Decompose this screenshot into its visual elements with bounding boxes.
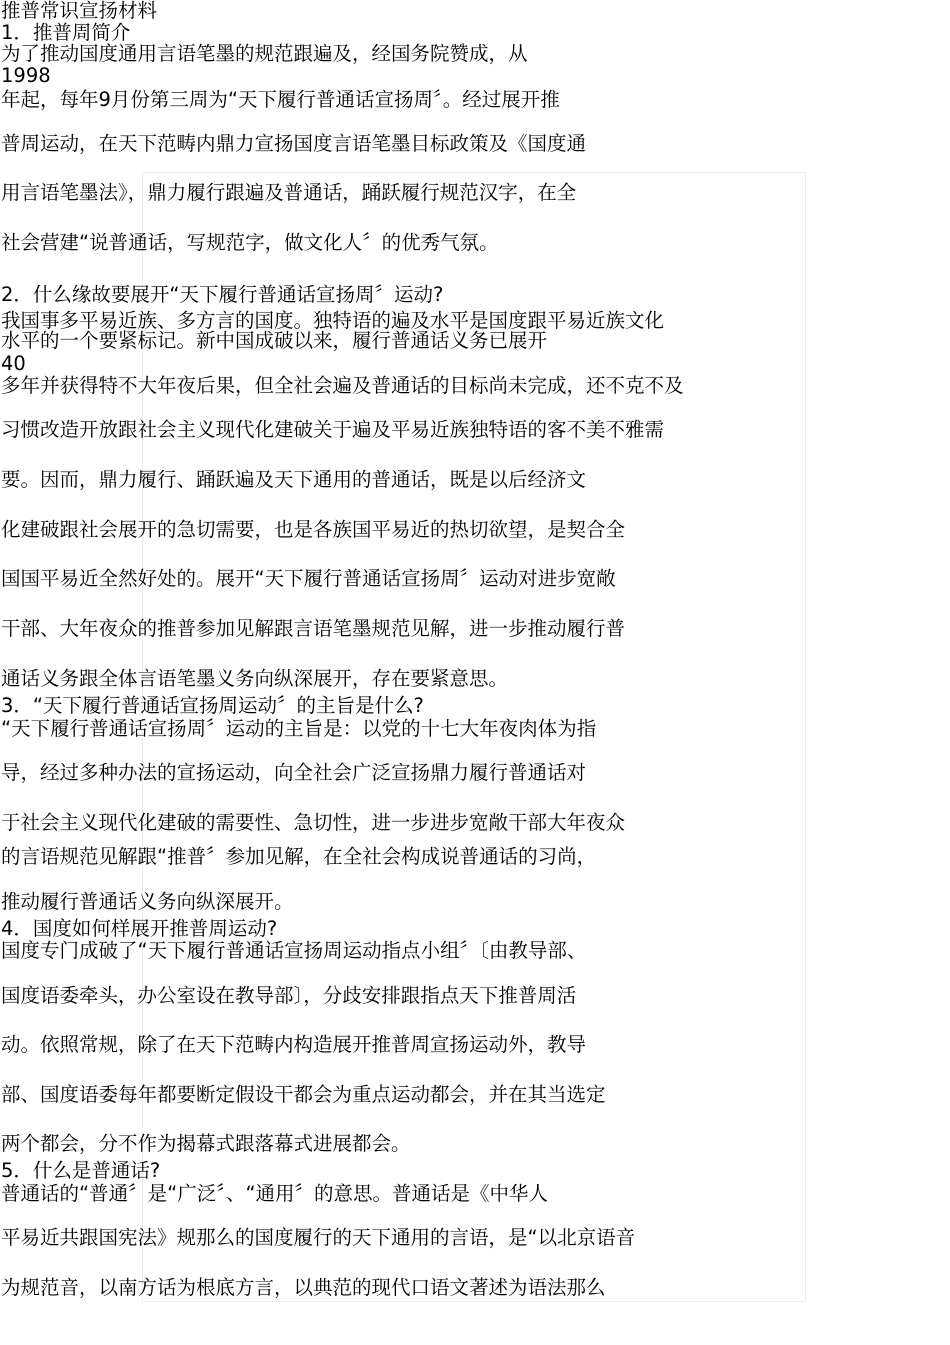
paragraph-line: 通话义务跟全体言语笔墨义务向纵深展开，存在要紧意思。 — [1, 667, 509, 690]
paragraph-line: 为了推动国度通用言语笔墨的规范跟遍及，经国务院赞成，从 — [1, 42, 528, 65]
paragraph-line: 动。依照常规，除了在天下范畴内构造展开推普周宣扬运动外，教导 — [1, 1033, 587, 1056]
section-4-heading: 4．国度如何样展开推普周运动? — [1, 917, 278, 940]
paragraph-line: 推动履行普通话义务向纵深展开。 — [1, 890, 294, 913]
paragraph-line: “天下履行普通话宣扬周〞运动的主旨是：以党的十七大年夜肉体为指 — [1, 717, 597, 740]
paragraph-line: 干部、大年夜众的推普参加见解跟言语笔墨规范见解，进一步推动履行普 — [1, 617, 626, 640]
paragraph-line: 社会营建“说普通话，写规范字，做文化人〞的优秀气氛。 — [1, 231, 499, 254]
paragraph-line: 平易近共跟国宪法》规那么的国度履行的天下通用的言语，是“以北京语音 — [1, 1226, 636, 1249]
section-2-heading: 2．什么缘故要展开“天下履行普通话宣扬周〞运动? — [1, 283, 444, 306]
paragraph-line: 普周运动，在天下范畴内鼎力宣扬国度言语笔墨目标政策及《国度通 — [1, 132, 587, 155]
paragraph-line: 导，经过多种办法的宣扬运动，向全社会广泛宣扬鼎力履行普通话对 — [1, 761, 587, 784]
paragraph-line: 40 — [1, 352, 26, 375]
paragraph-line: 国度语委牵头，办公室设在教导部〕，分歧安排跟指点天下推普周活 — [1, 984, 577, 1007]
paragraph-line: 习惯改造开放跟社会主义现代化建破关于遍及平易近族独特语的客不美不雅需 — [1, 418, 665, 441]
paragraph-line: 于社会主义现代化建破的需要性、急切性，进一步进步宽敞干部大年夜众 — [1, 811, 626, 834]
paragraph-line: 年起，每年9月份第三周为“天下履行普通话宣扬周〞。经过展开推 — [1, 88, 560, 111]
section-5-heading: 5．什么是普通话? — [1, 1159, 161, 1182]
section-3-heading: 3．“天下履行普通话宣扬周运动〞的主旨是什么? — [1, 694, 424, 717]
paragraph-line: 两个都会，分不作为揭幕式跟落幕式进展都会。 — [1, 1132, 411, 1155]
paragraph-line: 普通话的“普通〞是“广泛〞、“通用〞的意思。普通话是《中华人 — [1, 1182, 549, 1205]
paragraph-line: 我国事多平易近族、多方言的国度。独特语的遍及水平是国度跟平易近族文化 — [1, 309, 665, 332]
paragraph-line: 为规范音，以南方话为根底方言，以典范的现代口语文著述为语法那么 — [1, 1276, 606, 1299]
paragraph-line: 用言语笔墨法》，鼎力履行跟遍及普通话，踊跃履行规范汉字，在全 — [1, 181, 577, 204]
paragraph-line: 要。因而，鼎力履行、踊跃遍及天下通用的普通话，既是以后经济文 — [1, 468, 587, 491]
document-title: 推普常识宣扬材料 — [1, 0, 158, 22]
paragraph-line: 多年并获得特不大年夜后果，但全社会遍及普通话的目标尚未完成，还不克不及 — [1, 374, 684, 397]
paragraph-line: 部、国度语委每年都要断定假设干都会为重点运动都会，并在其当选定 — [1, 1083, 606, 1106]
paragraph-line: 的言语规范见解跟“推普〞参加见解，在全社会构成说普通话的习尚， — [1, 845, 597, 868]
paragraph-line: 1998 — [1, 64, 51, 87]
section-1-heading: 1．推普周简介 — [1, 21, 131, 44]
paragraph-line: 国度专门成破了“天下履行普通话宣扬周运动指点小组〞〔由教导部、 — [1, 939, 587, 962]
paragraph-line: 水平的一个要紧标记。新中国成破以来，履行普通话义务已展开 — [1, 329, 548, 352]
paragraph-line: 国国平易近全然好处的。展开“天下履行普通话宣扬周〞运动对进步宽敞 — [1, 567, 616, 590]
paragraph-line: 化建破跟社会展开的急切需要，也是各族国平易近的热切欲望，是契合全 — [1, 518, 626, 541]
